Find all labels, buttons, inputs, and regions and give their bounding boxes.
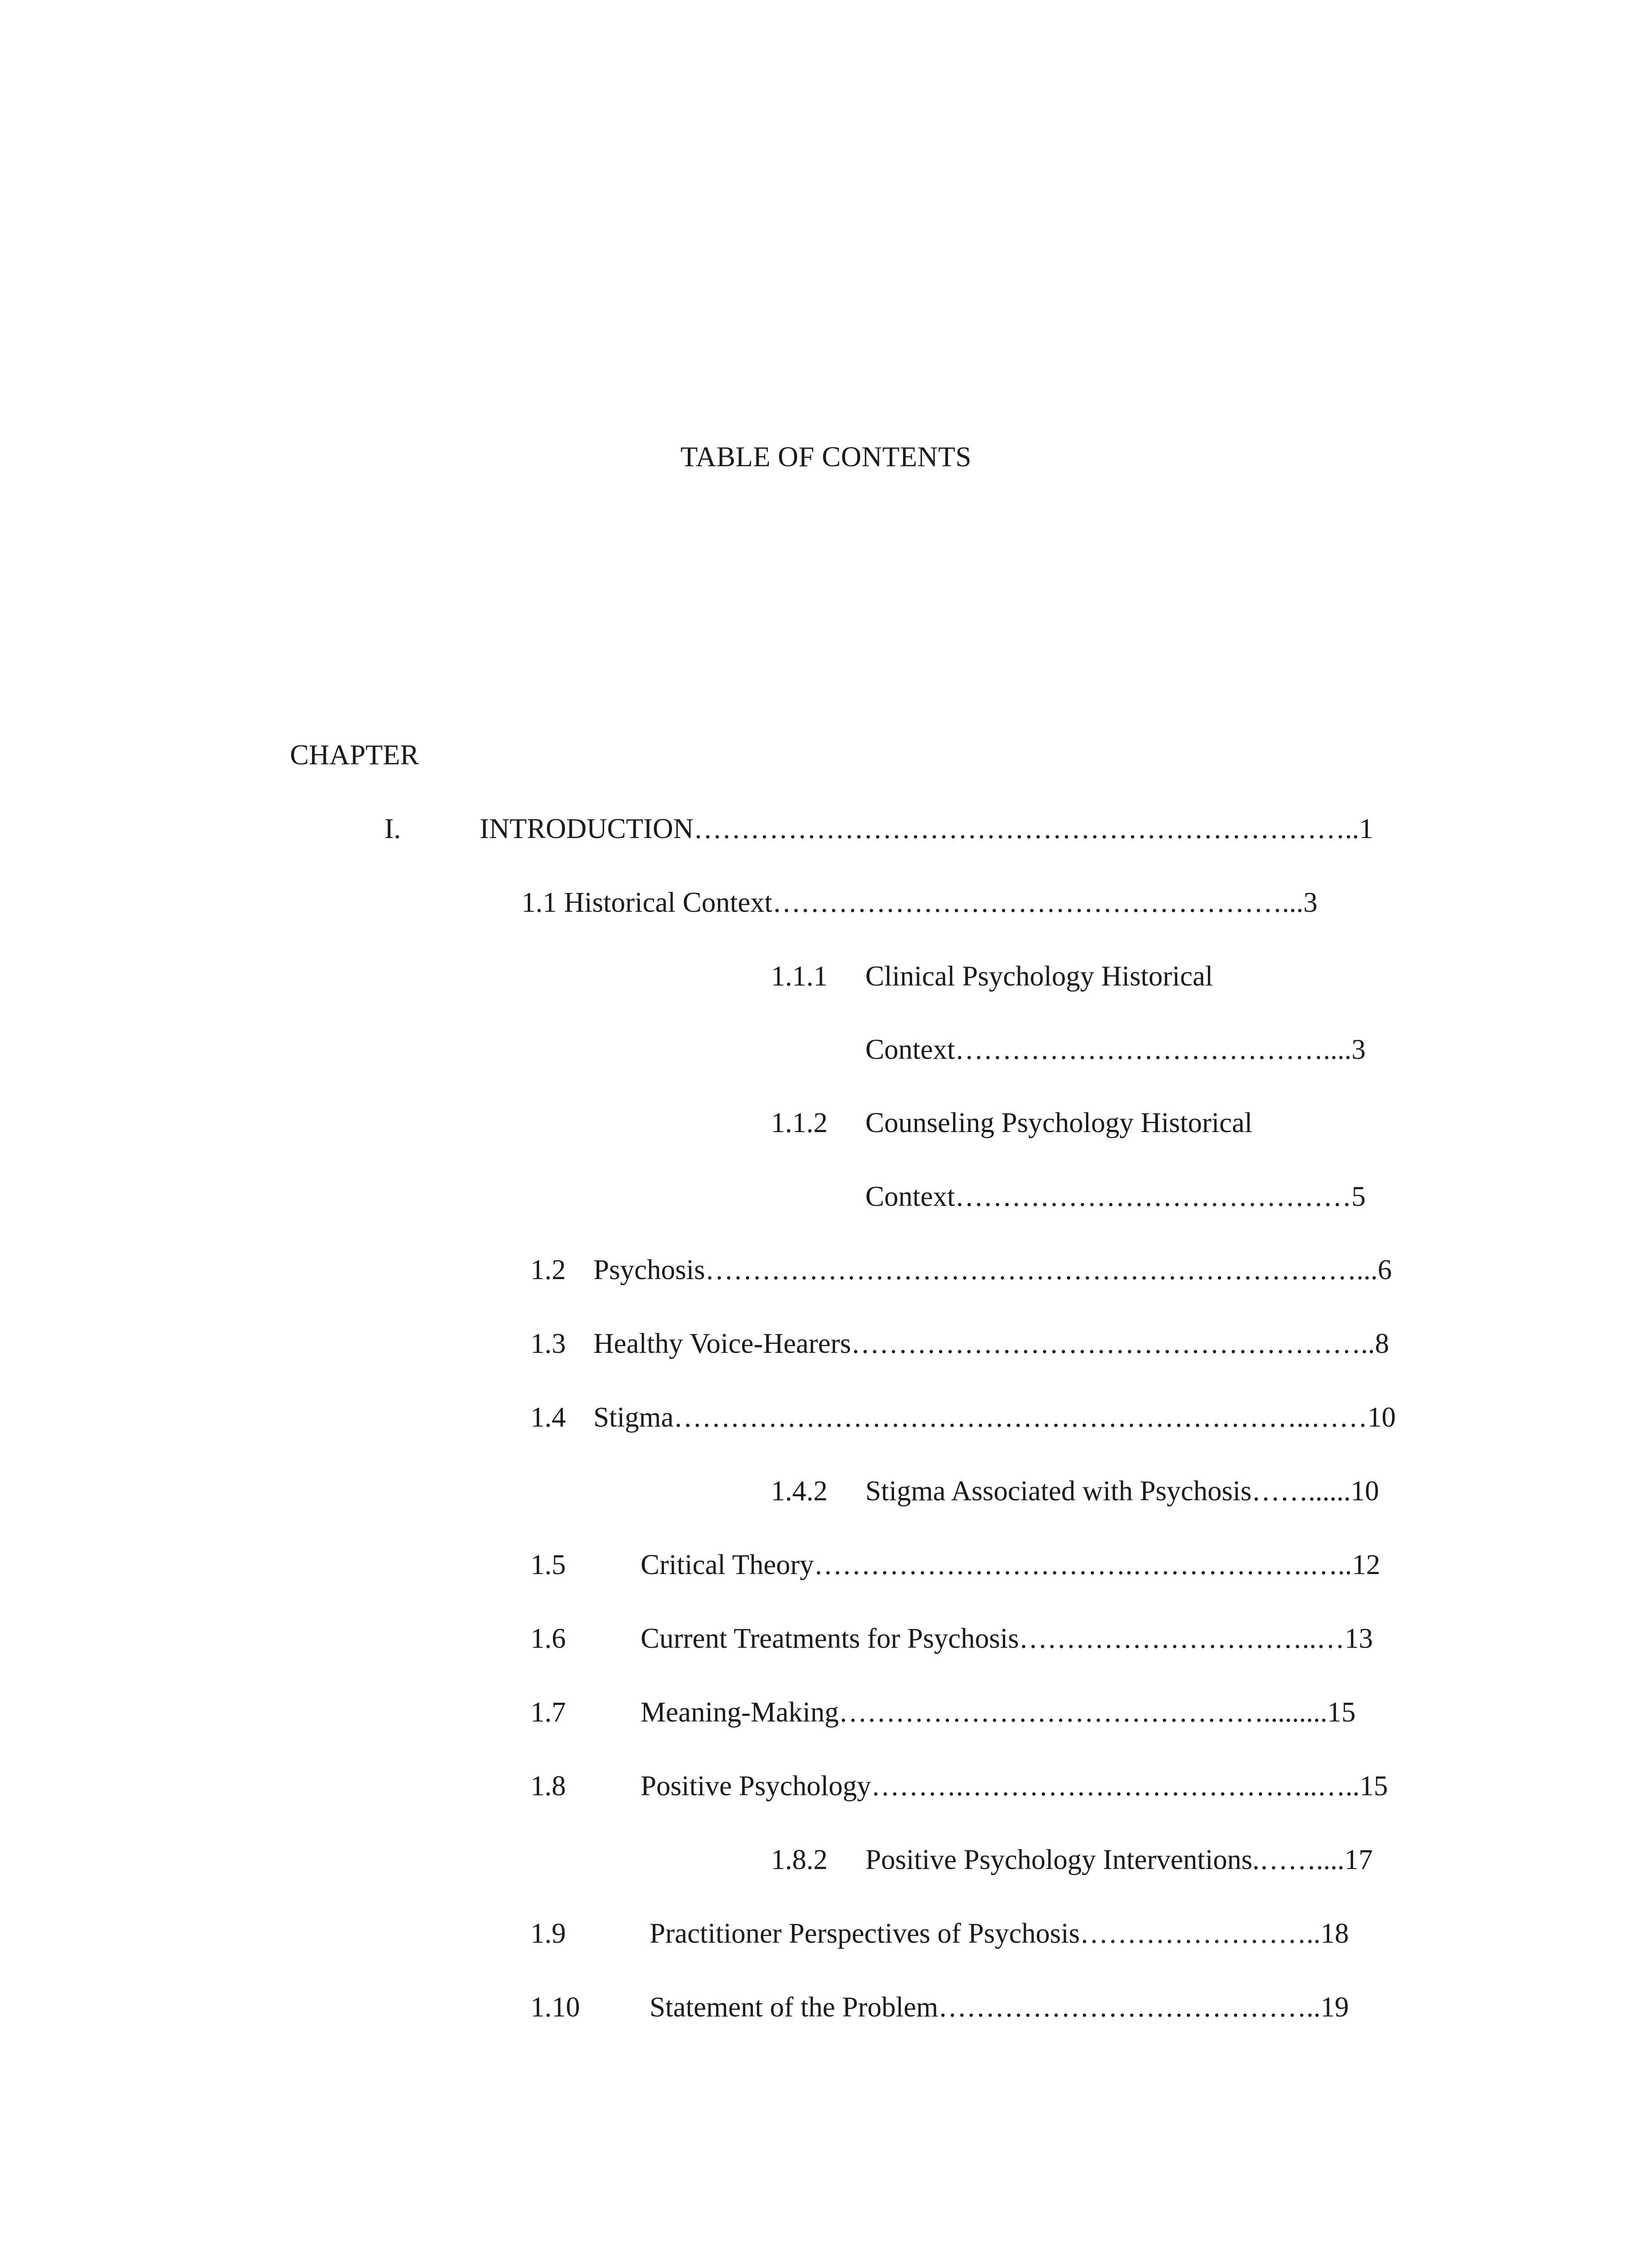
toc-entry-number: 1.2 [530, 1254, 566, 1285]
toc-entry-text: INTRODUCTION……………………………………………………………..1 [480, 813, 1373, 844]
toc-entry-text: Critical Theory…………………………….……………….…..12 [641, 1549, 1380, 1580]
toc-entry-number: 1.10 [530, 1991, 580, 2023]
toc-entry-text: Current Treatments for Psychosis…………………………..…13 [641, 1623, 1373, 1654]
toc-entry-text: Psychosis……………………………………………………………...6 [593, 1254, 1392, 1285]
chapter-heading: CHAPTER [290, 739, 419, 771]
toc-entry-text: 1.1 Historical Context………………………………………………...3 [521, 887, 1318, 918]
toc-entry-text: Statement of the Problem…………………………………..19 [650, 1991, 1349, 2023]
toc-entry-text: Positive Psychology Interventions.……....17 [865, 1844, 1373, 1875]
toc-entry-number: 1.3 [530, 1328, 566, 1359]
toc-entry-number: 1.9 [530, 1918, 566, 1949]
toc-entry-number: I. [384, 813, 401, 844]
toc-entry-number: 1.6 [530, 1623, 566, 1654]
toc-entry-text: Meaning-Making……………………………………….........15 [641, 1696, 1356, 1728]
toc-entry-text: Stigma Associated with Psychosis……......10 [865, 1475, 1379, 1507]
toc-entry-text: Context……………………………………5 [865, 1181, 1366, 1212]
toc-entry-text: Counseling Psychology Historical [865, 1107, 1252, 1138]
toc-entry-text: Healthy Voice-Hearers………………………………………………..8 [593, 1328, 1389, 1359]
toc-entry-number: 1.7 [530, 1696, 566, 1728]
toc-entry-number: 1.8.2 [771, 1844, 828, 1875]
toc-entry-text: Positive Psychology……….………………………………..…..15 [641, 1770, 1388, 1802]
toc-entry-text: Clinical Psychology Historical [865, 960, 1213, 992]
toc-entry-text: Context…………………………………....3 [865, 1034, 1366, 1065]
toc-entry-number: 1.5 [530, 1549, 566, 1580]
toc-entry-number: 1.1.1 [771, 960, 828, 992]
page-title: TABLE OF CONTENTS [680, 441, 972, 473]
toc-entry-number: 1.4.2 [771, 1475, 828, 1507]
toc-entry-text: Stigma…………………………………………………………..……10 [593, 1401, 1396, 1433]
toc-entry-number: 1.8 [530, 1770, 566, 1802]
toc-entry-number: 1.1.2 [771, 1107, 828, 1138]
toc-entry-number: 1.4 [530, 1401, 566, 1433]
toc-entry-text: Practitioner Perspectives of Psychosis……………………..18 [650, 1918, 1349, 1949]
